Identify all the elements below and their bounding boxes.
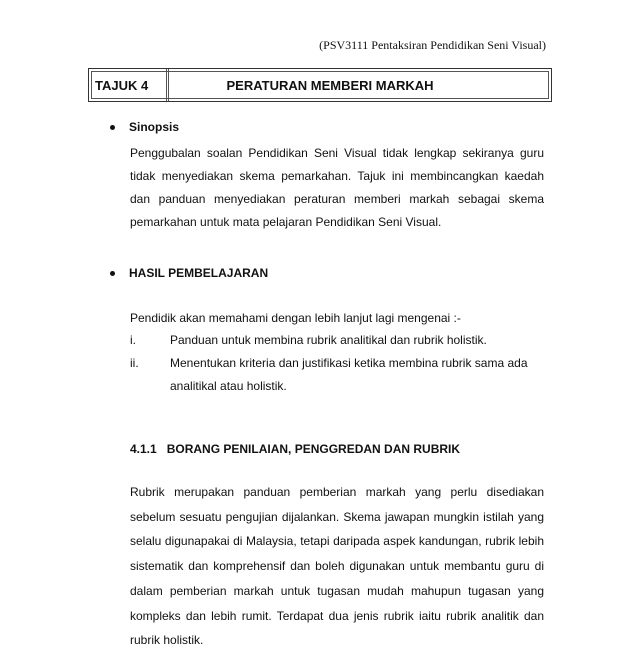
hasil-list-item <box>130 329 544 352</box>
section-text: Rubrik merupakan panduan pemberian markah yang perlu disediakan sebelum sesuatu pengujian dijalankan. Skema jawapan mungkin istilah yang selalu digunapakai di Malaysia, tetapi daripada aspek kandungan, rubrik lebih sistematik dan komprehensif dan boleh digunakan untuk membantu guru di dalam pemberian markah untuk tugasan mudah mahupun tugasan yang kompleks dan lebih rumit. Terdapat dua jenis rubrik iaitu rubrik analitik dan rubrik holistik. <box>130 485 544 648</box>
sinopsis-heading: Sinopsis <box>129 120 180 134</box>
section-heading: 4.1.1 BORANG PENILAIAN, PENGGREDAN DAN RUBRIK <box>130 442 461 456</box>
sinopsis-heading-row <box>110 120 179 134</box>
hasil-list-item <box>130 352 544 398</box>
bullet-icon <box>110 125 115 130</box>
hasil-heading: HASIL PEMBELAJARAN <box>129 266 269 280</box>
topic-number: TAJUK 4 <box>89 69 169 101</box>
hasil-heading-row <box>110 266 268 280</box>
list-item-text: Menentukan kriteria dan justifikasi ketika membina rubrik sama ada analitikal atau holistik. <box>170 356 528 393</box>
bullet-icon <box>110 271 115 276</box>
list-item-number: ii. <box>130 356 139 370</box>
header-note: (PSV3111 Pentaksiran Pendidikan Seni Visual) <box>319 38 546 52</box>
sinopsis-text: Penggubalan soalan Pendidikan Seni Visual tidak lengkap sekiranya guru tidak menyediakan skema pemarkahan. Tajuk ini membincangkan kaedah dan panduan menyediakan peraturan memberi markah sebagai skema pemarkahan untuk mata pelajaran Pendidikan Seni Visual. <box>130 146 544 229</box>
list-item-number: i. <box>130 333 136 347</box>
list-item-text: Panduan untuk membina rubrik analitikal dan rubrik holistik. <box>170 333 487 347</box>
topic-box <box>88 68 552 102</box>
hasil-intro: Pendidik akan memahami dengan lebih lanjut lagi mengenai :- <box>130 311 461 325</box>
topic-title: PERATURAN MEMBERI MARKAH <box>226 77 434 93</box>
